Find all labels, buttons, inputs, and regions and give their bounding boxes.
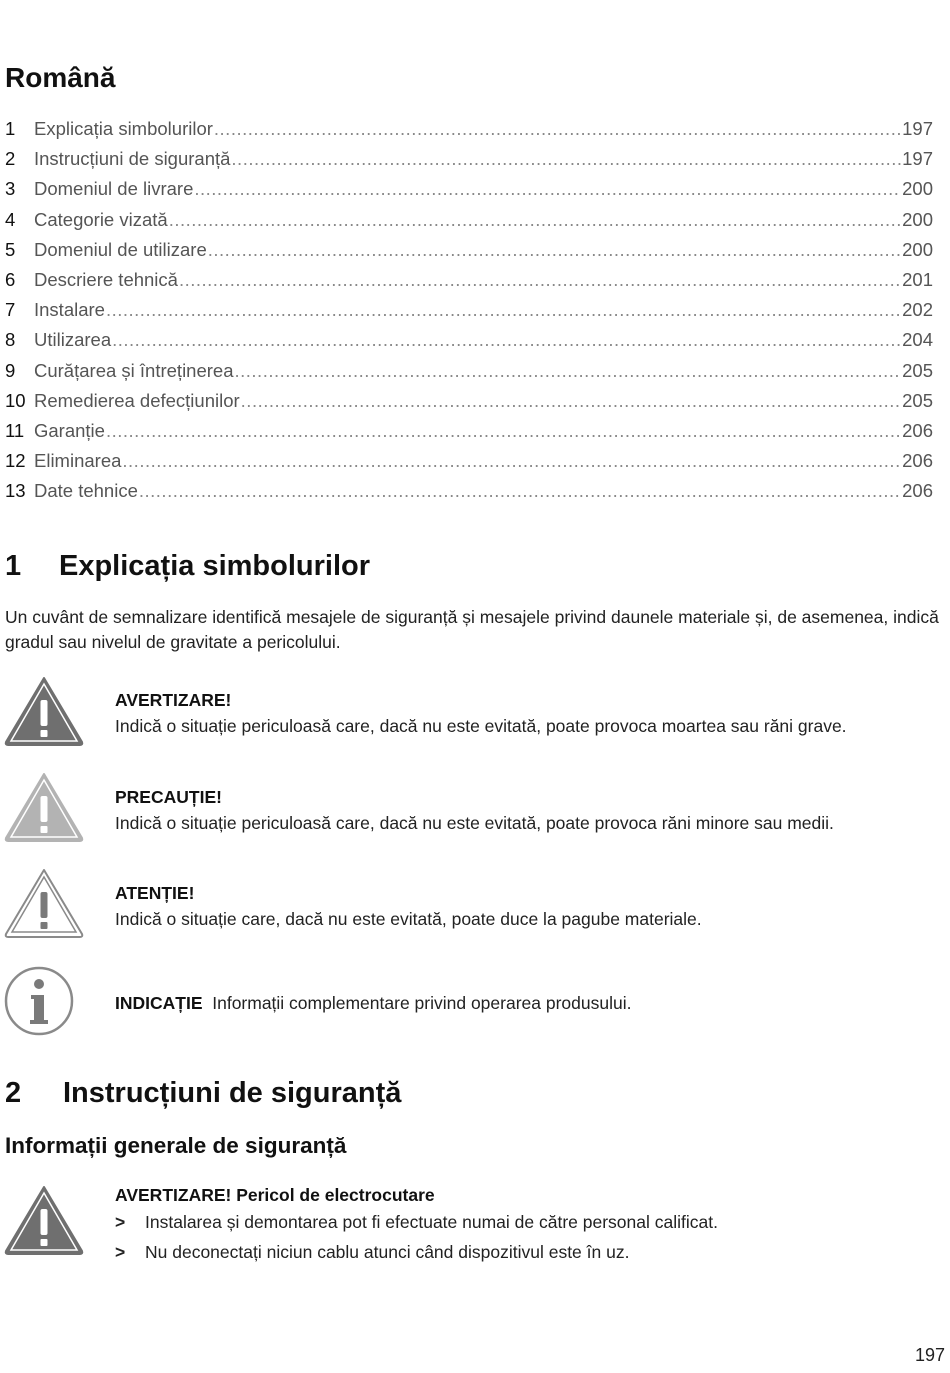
attention-icon (3, 867, 85, 939)
toc-page: 201 (902, 268, 933, 290)
toc-item[interactable] (5, 209, 933, 239)
section-number: 2 (5, 1077, 22, 1109)
warning-icon (3, 675, 85, 747)
section-number: 1 (5, 550, 22, 582)
toc-number: 5 (5, 238, 16, 260)
toc-leader (106, 299, 901, 321)
toc-item[interactable] (5, 360, 933, 390)
toc-number: 3 (5, 178, 16, 200)
toc-title: Garanție (34, 419, 105, 441)
attention-label: ATENȚIE! (115, 883, 195, 903)
warning-description (115, 687, 945, 739)
toc-title: Domeniul de utilizare (34, 238, 207, 260)
electrocution-warning-icon (3, 1184, 85, 1256)
caution-description (115, 784, 945, 836)
toc-page: 200 (902, 238, 933, 260)
toc-title: Instrucțiuni de siguranță (34, 148, 231, 170)
toc-page: 200 (902, 178, 933, 200)
toc-number: 6 (5, 268, 16, 290)
toc-page: 206 (902, 480, 933, 502)
toc-title: Eliminarea (34, 450, 122, 472)
info-icon (3, 965, 75, 1037)
toc-page: 197 (902, 148, 933, 170)
toc-number: 12 (5, 450, 26, 472)
toc-number: 13 (5, 480, 26, 502)
bullet-marker: > (115, 1242, 126, 1262)
toc-title: Date tehnice (34, 480, 138, 502)
toc-leader (139, 480, 901, 502)
toc-leader (169, 209, 901, 231)
toc-title: Explicația simbolurilor (34, 118, 213, 139)
toc-item[interactable] (5, 480, 933, 510)
note-text: Informații complementare privind operarea produsului. (212, 993, 632, 1013)
section-title: Instrucțiuni de siguranță (63, 1077, 402, 1109)
toc-leader (179, 269, 901, 291)
language-title: Română (5, 62, 116, 93)
toc-item[interactable] (5, 178, 933, 208)
toc-title: Descriere tehnică (34, 268, 178, 290)
section-2-heading (5, 1077, 401, 1110)
toc-number: 10 (5, 389, 26, 411)
toc-item[interactable] (5, 299, 933, 329)
caution-label: PRECAUȚIE! (115, 787, 222, 807)
toc-page: 197 (902, 118, 933, 139)
caution-icon (3, 771, 85, 843)
page-number: 197 (914, 1345, 945, 1365)
toc-item[interactable] (5, 390, 933, 420)
toc-title: Instalare (34, 299, 105, 321)
toc-title: Remedierea defecțiunilor (34, 389, 240, 411)
toc-item[interactable] (5, 148, 933, 178)
attention-text: Indică o situație care, dacă nu este evitată, poate duce la pagube materiale. (115, 909, 702, 929)
bullet-text: Instalarea și demontarea pot fi efectuate numai de către personal calificat. (145, 1212, 718, 1232)
note-description (115, 990, 945, 1016)
section-1-intro: Un cuvânt de semnalizare identifică mesajele de siguranță și mesajele privind daunele materiale și, de asemenea, indică gradul sau nivelul de gravitate a pericolului. (5, 607, 939, 652)
section-1-heading (5, 550, 370, 583)
section-2-subtitle: Informații generale de siguranță (5, 1133, 347, 1158)
section-title: Explicația simbolurilor (59, 550, 371, 582)
toc-item[interactable] (5, 450, 933, 480)
toc-leader (208, 239, 901, 261)
toc-leader (112, 329, 901, 351)
toc-leader (235, 360, 902, 382)
note-label: INDICAȚIE (115, 993, 203, 1013)
warning-text: Indică o situație periculoasă care, dacă nu este evitată, poate provoca moartea sau răni grave. (115, 716, 847, 736)
toc-item[interactable] (5, 420, 933, 450)
toc-item[interactable] (5, 329, 933, 359)
toc-leader (106, 420, 901, 442)
toc-leader (214, 118, 901, 140)
toc-page: 205 (902, 389, 933, 411)
toc-leader (122, 450, 901, 472)
toc-item[interactable] (5, 269, 933, 299)
toc-number: 8 (5, 329, 16, 351)
toc-number: 1 (5, 118, 16, 139)
attention-description (115, 880, 945, 932)
toc-number: 2 (5, 148, 16, 170)
bullet-text: Nu deconectați niciun cablu atunci când dispozitivul este în uz. (145, 1242, 630, 1262)
toc-leader (231, 148, 901, 170)
caution-text: Indică o situație periculoasă care, dacă nu este evitată, poate provoca răni minore sau medii. (115, 813, 834, 833)
warning-label: AVERTIZARE! (115, 690, 232, 710)
toc-item[interactable] (5, 239, 933, 269)
toc-title: Categorie vizată (34, 208, 168, 230)
toc-page: 202 (902, 299, 933, 321)
toc-title: Utilizarea (34, 329, 112, 351)
bullet-marker: > (115, 1212, 126, 1232)
list-item (115, 1242, 935, 1272)
toc-page: 206 (902, 450, 933, 472)
toc-leader (241, 390, 901, 412)
toc-number: 11 (5, 419, 25, 441)
table-of-contents (5, 118, 933, 510)
toc-title: Domeniul de livrare (34, 178, 194, 200)
electrocution-warning-title (115, 1182, 945, 1208)
toc-item[interactable] (5, 118, 933, 148)
list-item (115, 1212, 935, 1242)
toc-title: Curățarea și întreținerea (34, 359, 234, 381)
toc-page: 206 (902, 419, 933, 441)
toc-page: 205 (902, 359, 933, 381)
toc-number: 7 (5, 299, 16, 321)
toc-page: 204 (902, 329, 933, 351)
warning-title-text: AVERTIZARE! Pericol de electrocutare (115, 1185, 435, 1205)
toc-number: 9 (5, 359, 16, 381)
safety-bullets (115, 1212, 935, 1272)
toc-number: 4 (5, 208, 16, 230)
toc-page: 200 (902, 208, 933, 230)
toc-leader (194, 178, 901, 200)
